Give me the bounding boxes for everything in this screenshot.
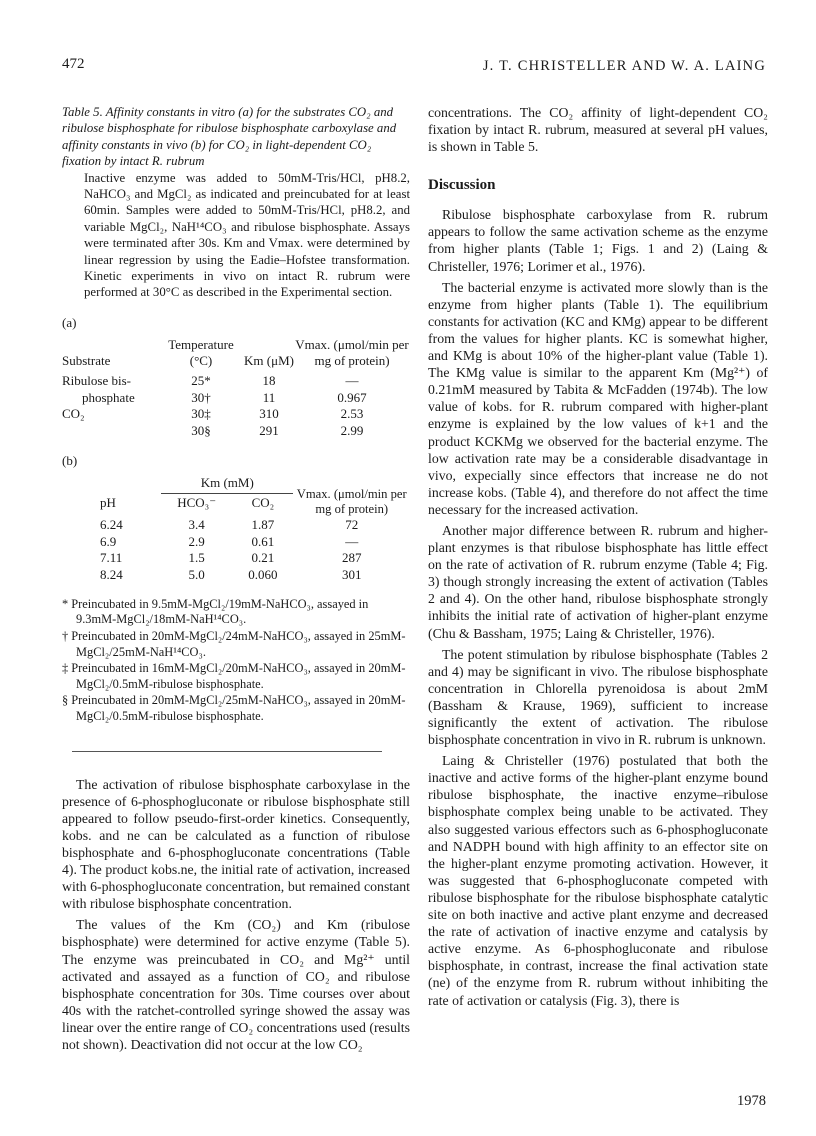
table-row <box>100 517 410 534</box>
page-number: 472 <box>62 56 85 72</box>
footnote: § Preincubated in 20mM-MgCl₂/25mM-NaHCO₃, assayed in 20mM-MgCl₂/0.5mM-ribulose bisphosphate. <box>62 693 406 724</box>
paragraph: The activation of ribulose bisphosphate carboxylase in the presence of 6-phosphogluconate or ribulose bisphosphate still appeared to follow pseudo-first-order kinetics. Consequently, kobs. and ne can be calculated as a function of ribulose bisphosphate and 6-phosphogluconate concentrations (Table 4). The product kobs.ne, the initial rate of activation, increased with 6-phosphogluconate concentration, but remained constant with ribulose bisphosphate concentration. <box>62 776 410 912</box>
cell-vmax: 301 <box>341 566 362 582</box>
cell-hco3: 3.4 <box>188 517 205 533</box>
paragraph: The bacterial enzyme is activated more slowly than is the enzyme from higher plants (Table 1). The equilibrium constants for activation (KC and KMg) appear to be different from the values for higher plants. KC is somewhat higher, and KMg is about 10% of the higher-plant value (Table 1). The KMg value is similar to the apparent Km (Mg²⁺) of 0.21mM measured by Tabita & McFadden (1974b). The low value of kobs. for R. rubrum compared with higher-plant enzyme is explained by the low values of k+1 and the product KCKMg we observed for the bacterial enzyme. The low activation rate may be a considerable disadvantage in vivo, expecially since effectors that increase ne do not increase kobs. (Table 4), and therefore do not affect the time necessary for the increased activation. <box>428 279 768 517</box>
paragraph: Another major difference between R. rubrum and higher-plant enzymes is that ribulose bisphosphate has little effect on the rate of activation of R. rubrum enzyme (Table 4; Fig. 3) though strongly increasing the extent of activation (Tables 2 and 4). On the other hand, ribulose bisphosphate strongly inhibits the initial rate of activation of higher-plant enzyme (Chu & Bassham, 1975; Laing & Christeller, 1976). <box>428 522 768 641</box>
cell-temperature: 30§ <box>191 422 211 438</box>
cell-co2: 0.060 <box>248 566 278 582</box>
table-a-label: (a) <box>62 314 77 330</box>
cell-substrate: Ribulose bis- <box>62 373 131 389</box>
table-row <box>62 373 410 390</box>
left-column <box>62 104 410 1053</box>
cell-hco3: 5.0 <box>188 566 205 582</box>
cell-vmax: 2.53 <box>340 406 364 422</box>
discussion-text <box>428 206 768 1008</box>
cell-substrate: CO₂ <box>62 406 85 422</box>
right-column <box>428 104 768 1009</box>
table-b-header-co2: CO₂ <box>232 494 293 517</box>
section-heading: Discussion <box>428 177 496 194</box>
table-a-header-temperature: Temperature (°C) <box>168 336 234 368</box>
table-a-header-substrate: Substrate <box>62 352 111 368</box>
cell-co2: 0.21 <box>251 550 275 566</box>
cell-hco3: 2.9 <box>188 533 205 549</box>
cell-vmax: 2.99 <box>340 422 364 438</box>
table-note: Inactive enzyme was added to 50mM-Tris/HCl, pH8.2, NaHCO₃ and MgCl₂ as indicated and preincubated for at least 60min. Samples were added to 50mM-Tris/HCl, pH8.2, and variable MgCl₂, NaH¹⁴CO₃ and ribulose bisphosphate. Assays were terminated after 30s. Km and Vmax. were determined by linear regression by using the Eadie–Hofstee transformation. Kinetic experiments in vivo on intact R. rubrum were performed at 30°C as described in the Experimental section. <box>84 170 410 300</box>
footnote: * Preincubated in 9.5mM-MgCl₂/19mM-NaHCO₃, assayed in 9.3mM-MgCl₂/18mM-NaH¹⁴CO₃. <box>62 596 369 627</box>
cell-co2: 1.87 <box>251 517 275 533</box>
cell-co2: 0.61 <box>251 533 275 549</box>
cell-hco3: 1.5 <box>188 550 205 566</box>
cell-ph: 6.24 <box>100 517 123 533</box>
table-b-header-ph: pH <box>100 494 116 510</box>
table-a-header-km: Km (μM) <box>244 352 294 368</box>
cell-ph: 7.11 <box>100 550 123 566</box>
cell-ph: 8.24 <box>100 566 123 582</box>
cell-km: 291 <box>259 422 279 438</box>
paragraph: The values of the Km (CO₂) and Km (ribulose bisphosphate) were determined for active enzyme (Table 5). The enzyme was preincubated in CO₂ and Mg²⁺ until activated and assayed as a function of CO₂ and ribulose bisphosphate concentration for 30s. Time courses over about 40s with the ratchet-controlled syringe showed the assay was linear over the entire range of CO₂ concentrations used (results not shown). Deactivation did not occur at the low CO₂ <box>62 917 410 1053</box>
cell-temperature: 25* <box>191 373 211 389</box>
cell-vmax: 287 <box>341 550 362 566</box>
table-row <box>100 566 410 583</box>
cell-km: 18 <box>262 373 276 389</box>
table-b-group-header <box>100 475 410 494</box>
table-a <box>62 337 410 439</box>
table-a-header <box>62 337 410 373</box>
table-footnotes <box>62 597 410 725</box>
table-row <box>62 406 410 423</box>
table-b-header-vmax: Vmax. (μmol/min per mg of protein) <box>296 486 407 516</box>
cell-substrate <box>62 422 158 439</box>
table-b-header-hco3: HCO₃⁻ <box>161 494 232 517</box>
table-b-group-km: Km (mM) <box>200 475 254 491</box>
cell-vmax: 0.967 <box>337 389 367 405</box>
table-a-header-vmax: Vmax. (μmol/min per mg of protein) <box>295 336 409 368</box>
table-caption: Table 5. Affinity constants in vitro (a) for the substrates CO₂ and ribulose bisphosphate for ribulose bisphosphate carboxylase and affinity constants in vivo (b) for CO₂ in light-dependent CO₂ fixation by intact R. rubrum <box>62 105 397 169</box>
table-end-rule <box>72 751 382 752</box>
cell-vmax: 72 <box>345 517 359 533</box>
cell-substrate: phosphate <box>82 389 135 405</box>
running-head: J. T. CHRISTELLER AND W. A. LAING <box>482 58 766 74</box>
cell-km: 310 <box>259 406 279 422</box>
left-body-text <box>62 776 410 1054</box>
cell-temperature: 30† <box>191 389 211 405</box>
cell-vmax: — <box>345 373 359 389</box>
cell-vmax: — <box>345 533 359 549</box>
paragraph: concentrations. The CO₂ affinity of light-dependent CO₂ fixation by intact R. rubrum, measured at several pH values, is shown in Table 5. <box>428 105 768 155</box>
paragraph: Ribulose bisphosphate carboxylase from R. rubrum appears to follow the same activation scheme as the enzyme from higher plants (Table 1; Figs. 1 and 2) (Laing & Christeller, 1976; Lorimer et al., 1976). <box>428 207 768 274</box>
table-b-label: (b) <box>62 452 78 468</box>
footnote: ‡ Preincubated in 16mM-MgCl₂/20mM-NaHCO₃, assayed in 20mM-MgCl₂/0.5mM-ribulose bisphosphate. <box>62 661 406 691</box>
cell-ph: 6.9 <box>100 533 117 549</box>
table-row <box>62 389 410 406</box>
cell-km: 11 <box>262 389 276 405</box>
paragraph: Laing & Christeller (1976) postulated that both the inactive and active forms of the higher-plant enzyme bound ribulose bisphosphate, the inactive enzyme–ribulose bisphosphate complex being unable to be activated. They also suggested various effectors such as 6-phosphogluconate and NADPH bound with high affinity to an effector site on the higher-plant enzyme promoting activation. However, it was suggested that 6-phosphogluconate competed with ribulose bisphosphate for the ribulose bisphosphate catalytic site on both inactive and active plant enzyme and decreased the rate of activation of inactive enzyme and catalysis by active enzyme. As 6-phosphogluconate and ribulose bisphosphate, in contrast, increase the final activation state (ne) of the enzyme from R. rubrum without inhibiting the rate of activation or catalysis (Fig. 3), there is <box>428 753 768 1008</box>
paragraph: The potent stimulation by ribulose bisphosphate (Tables 2 and 4) may be significant in vivo. The ribulose bisphosphate concentration in Chlorella pyrenoidosa is about 2mM (Bassham & Krause, 1969), sufficient to increase significantly the extent of activation. The ribulose bisphosphate concentration in vivo in R. rubrum is unknown. <box>428 646 768 748</box>
table-row <box>100 550 410 567</box>
cell-temperature: 30‡ <box>191 406 211 422</box>
footnote: † Preincubated in 20mM-MgCl₂/24mM-NaHCO₃, assayed in 25mM-MgCl₂/25mM-NaH¹⁴CO₃. <box>62 629 406 659</box>
table-row <box>100 533 410 550</box>
table-b <box>100 475 410 583</box>
table-row <box>62 422 410 439</box>
footer-year: 1978 <box>737 1093 766 1109</box>
